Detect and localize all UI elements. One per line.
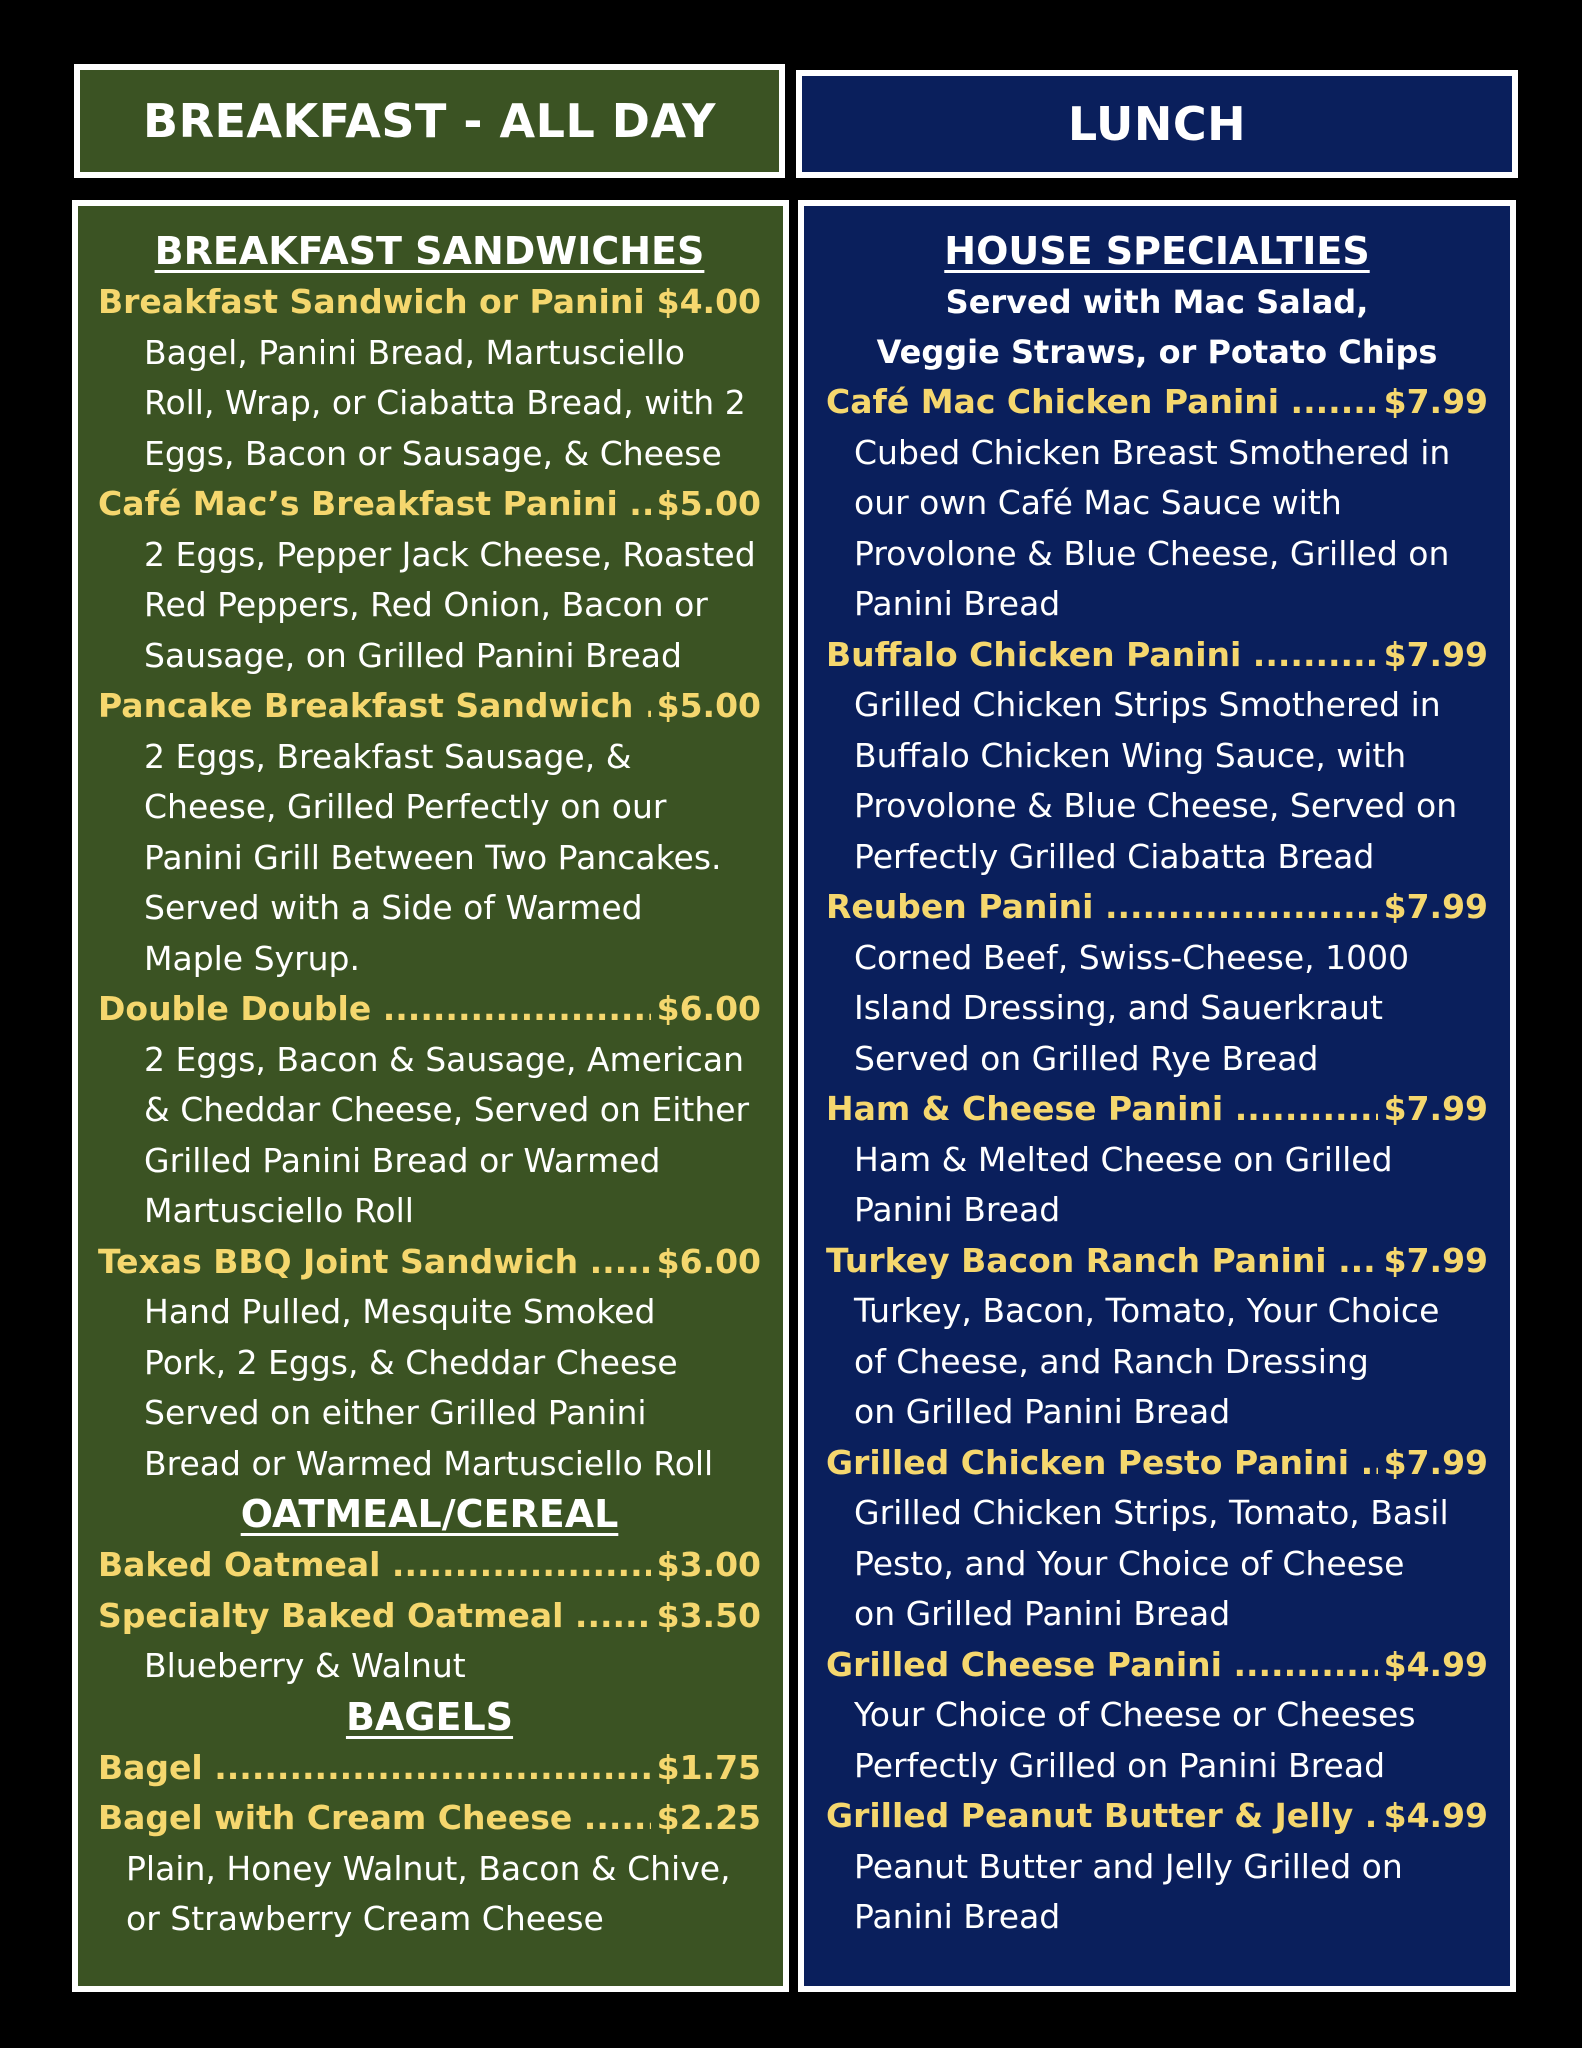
description-line: Panini Grill Between Two Pancakes.	[144, 837, 722, 877]
menu-item-name: Double Double .....	[98, 984, 651, 1035]
menu-item-description	[826, 933, 1488, 1085]
description-line: Served on Grilled Rye Bread	[854, 1038, 1319, 1078]
menu-item-name: Café Mac Chicken Panini .....	[826, 377, 1378, 428]
menu-item-price: $7.99	[1383, 1442, 1488, 1482]
menu-item-title	[98, 1793, 761, 1844]
description-line: Bagel, Panini Bread, Martusciello	[144, 332, 685, 372]
breakfast-header-box	[74, 64, 785, 178]
description-line: on Grilled Panini Bread	[854, 1594, 1231, 1633]
menu-item-name: Bagel with Cream Cheese .....	[98, 1793, 651, 1844]
menu-item-price: $7.99	[1383, 1089, 1488, 1128]
served-with-line: Veggie Straws, or Potato Chips	[876, 333, 1438, 371]
menu-item-price: $5.00	[656, 484, 761, 523]
menu-item-title	[98, 1591, 761, 1642]
description-line: Buffalo Chicken Wing Sauce, with	[854, 735, 1407, 775]
menu-item-name: Grilled Chicken Pesto Panini .....	[826, 1438, 1378, 1489]
description-line: Roll, Wrap, or Ciabatta Bread, with 2	[144, 383, 746, 422]
description-line: Pesto, and Your Choice of Cheese	[854, 1543, 1405, 1583]
menu-item-title	[826, 1438, 1488, 1489]
description-line: Perfectly Grilled Ciabatta Bread	[854, 836, 1375, 876]
menu-item-title	[98, 681, 761, 732]
description-line: 2 Eggs, Bacon & Sausage, American	[144, 1039, 744, 1079]
description-line: Blueberry & Walnut	[144, 1646, 466, 1685]
description-line: Provolone & Blue Cheese, Served on	[854, 786, 1458, 825]
description-line: Red Peppers, Red Onion, Bacon or	[144, 585, 708, 624]
description-line: Served on either Grilled Panini	[144, 1393, 647, 1432]
description-line: Turkey, Bacon, Tomato, Your Choice	[854, 1291, 1440, 1330]
served-with-line: Served with Mac Salad,	[945, 283, 1369, 321]
menu-item-name: Buffalo Chicken Panini .....	[826, 630, 1378, 681]
description-line: Panini Bread	[854, 1897, 1061, 1936]
description-line: Panini Bread	[854, 584, 1061, 623]
breakfast-content	[78, 206, 783, 1945]
menu-item-name: Grilled Peanut Butter & Jelly .....	[826, 1791, 1378, 1842]
menu-item-price: $3.50	[656, 1595, 761, 1635]
menu-item-name: Ham & Cheese Panini .....	[826, 1084, 1378, 1135]
description-line: Island Dressing, and Sauerkraut	[854, 988, 1383, 1027]
menu-item-title	[826, 1236, 1488, 1287]
description-line: & Cheddar Cheese, Served on Either	[144, 1090, 750, 1129]
menu-item-title	[98, 1237, 761, 1288]
description-line: of Cheese, and Ranch Dressing	[854, 1341, 1369, 1381]
description-line: Grilled Chicken Strips Smothered in	[854, 685, 1441, 724]
lunch-header-box	[796, 70, 1518, 178]
menu-item-name: Turkey Bacon Ranch Panini .....	[826, 1236, 1378, 1287]
menu-item-title	[826, 630, 1488, 681]
menu-item-title	[826, 1084, 1488, 1135]
lunch-panel	[798, 200, 1516, 1992]
description-line: 2 Eggs, Breakfast Sausage, &	[144, 736, 632, 776]
menu-item-price: $4.99	[1383, 1644, 1488, 1684]
menu-item-name: Grilled Cheese Panini .....	[826, 1640, 1378, 1691]
description-line: Peanut Butter and Jelly Grilled on	[854, 1846, 1403, 1886]
breakfast-panel	[72, 200, 789, 1992]
description-line: Your Choice of Cheese or Cheeses	[854, 1695, 1416, 1734]
menu-item-title	[826, 377, 1488, 428]
description-line: Martusciello Roll	[144, 1191, 414, 1230]
menu-item-title	[98, 479, 761, 530]
menu-item-price: $3.00	[656, 1545, 761, 1584]
menu-item-description	[826, 428, 1488, 630]
description-line: Pork, 2 Eggs, & Cheddar Cheese	[144, 1342, 678, 1382]
description-line: Served with a Side of Warmed	[144, 888, 643, 927]
breakfast-header: BREAKFAST - ALL DAY	[143, 94, 716, 148]
description-line: on Grilled Panini Bread	[854, 1392, 1231, 1431]
description-line: Hand Pulled, Mesquite Smoked	[144, 1292, 656, 1331]
section-title: BAGELS	[345, 1694, 514, 1739]
menu-item-name: Pancake Breakfast Sandwich .....	[98, 681, 651, 732]
menu-item-description	[98, 1287, 761, 1489]
menu-item-price: $2.25	[656, 1798, 761, 1837]
menu-item-description	[98, 1641, 761, 1692]
menu-item-price: $6.00	[656, 1241, 761, 1281]
menu-item-price: $7.99	[1383, 1240, 1488, 1280]
menu-item-name: Bagel .....	[98, 1743, 651, 1794]
menu-item-price: $1.75	[656, 1747, 761, 1787]
menu-item-price: $6.00	[656, 989, 761, 1028]
menu-item-description	[826, 1690, 1488, 1791]
menu-item-title	[98, 1743, 761, 1794]
description-line: 2 Eggs, Pepper Jack Cheese, Roasted	[144, 534, 756, 574]
description-line: Sausage, on Grilled Panini Bread	[144, 635, 682, 675]
menu-item-name: Café Mac’s Breakfast Panini .....	[98, 479, 651, 530]
description-line: or Strawberry Cream Cheese	[126, 1899, 604, 1938]
menu-item-name: Baked Oatmeal .....	[98, 1540, 651, 1591]
description-line: Perfectly Grilled on Panini Bread	[854, 1745, 1386, 1785]
menu-item-description	[98, 1035, 761, 1237]
menu-item-title	[98, 984, 761, 1035]
section-title: HOUSE SPECIALTIES	[944, 229, 1370, 273]
description-line: Provolone & Blue Cheese, Grilled on	[854, 533, 1450, 573]
menu-item-title	[826, 1791, 1488, 1842]
menu-item-price: $4.99	[1383, 1796, 1488, 1835]
description-line: Corned Beef, Swiss-Cheese, 1000	[854, 937, 1410, 977]
menu-item-name: Reuben Panini .....	[826, 882, 1378, 933]
menu-item-description	[826, 1488, 1488, 1640]
description-line: Maple Syrup.	[144, 938, 360, 978]
menu-item-description	[826, 680, 1488, 882]
lunch-content	[804, 206, 1510, 1943]
menu-item-description	[98, 530, 761, 682]
menu-item-price: $7.99	[1383, 382, 1488, 421]
section-title: OATMEAL/CEREAL	[240, 1492, 619, 1536]
description-line: Cheese, Grilled Perfectly on our	[144, 787, 667, 826]
description-line: our own Café Mac Sauce with	[854, 483, 1342, 522]
menu-item-description	[98, 1844, 761, 1945]
menu-item-name: Breakfast Sandwich or Panini .....	[98, 277, 651, 328]
menu-item-description	[98, 732, 761, 985]
menu-item-price: $7.99	[1383, 887, 1488, 926]
menu-item-price: $5.00	[656, 686, 761, 725]
menu-item-title	[98, 1540, 761, 1591]
menu-item-price: $4.00	[656, 282, 761, 321]
description-line: Cubed Chicken Breast Smothered in	[854, 432, 1451, 472]
menu-item-name: Texas BBQ Joint Sandwich .....	[98, 1237, 651, 1288]
description-line: Grilled Chicken Strips, Tomato, Basil	[854, 1493, 1449, 1532]
description-line: Eggs, Bacon or Sausage, & Cheese	[144, 433, 722, 473]
description-line: Ham & Melted Cheese on Grilled	[854, 1139, 1393, 1179]
description-line: Grilled Panini Bread or Warmed	[144, 1140, 661, 1180]
menu-item-title	[98, 277, 761, 328]
menu-item-description	[826, 1842, 1488, 1943]
menu-item-title	[826, 882, 1488, 933]
lunch-header: LUNCH	[1067, 97, 1247, 151]
menu-item-name: Specialty Baked Oatmeal .....	[98, 1591, 651, 1642]
menu-item-description	[826, 1286, 1488, 1438]
menu-item-title	[826, 1640, 1488, 1691]
menu-item-price: $7.99	[1383, 634, 1488, 674]
description-line: Panini Bread	[854, 1190, 1061, 1229]
menu-item-description	[826, 1135, 1488, 1236]
description-line: Bread or Warmed Martusciello Roll	[144, 1443, 714, 1483]
section-title: BREAKFAST SANDWICHES	[154, 229, 705, 273]
menu-item-description	[98, 328, 761, 480]
description-line: Plain, Honey Walnut, Bacon & Chive,	[126, 1848, 731, 1888]
